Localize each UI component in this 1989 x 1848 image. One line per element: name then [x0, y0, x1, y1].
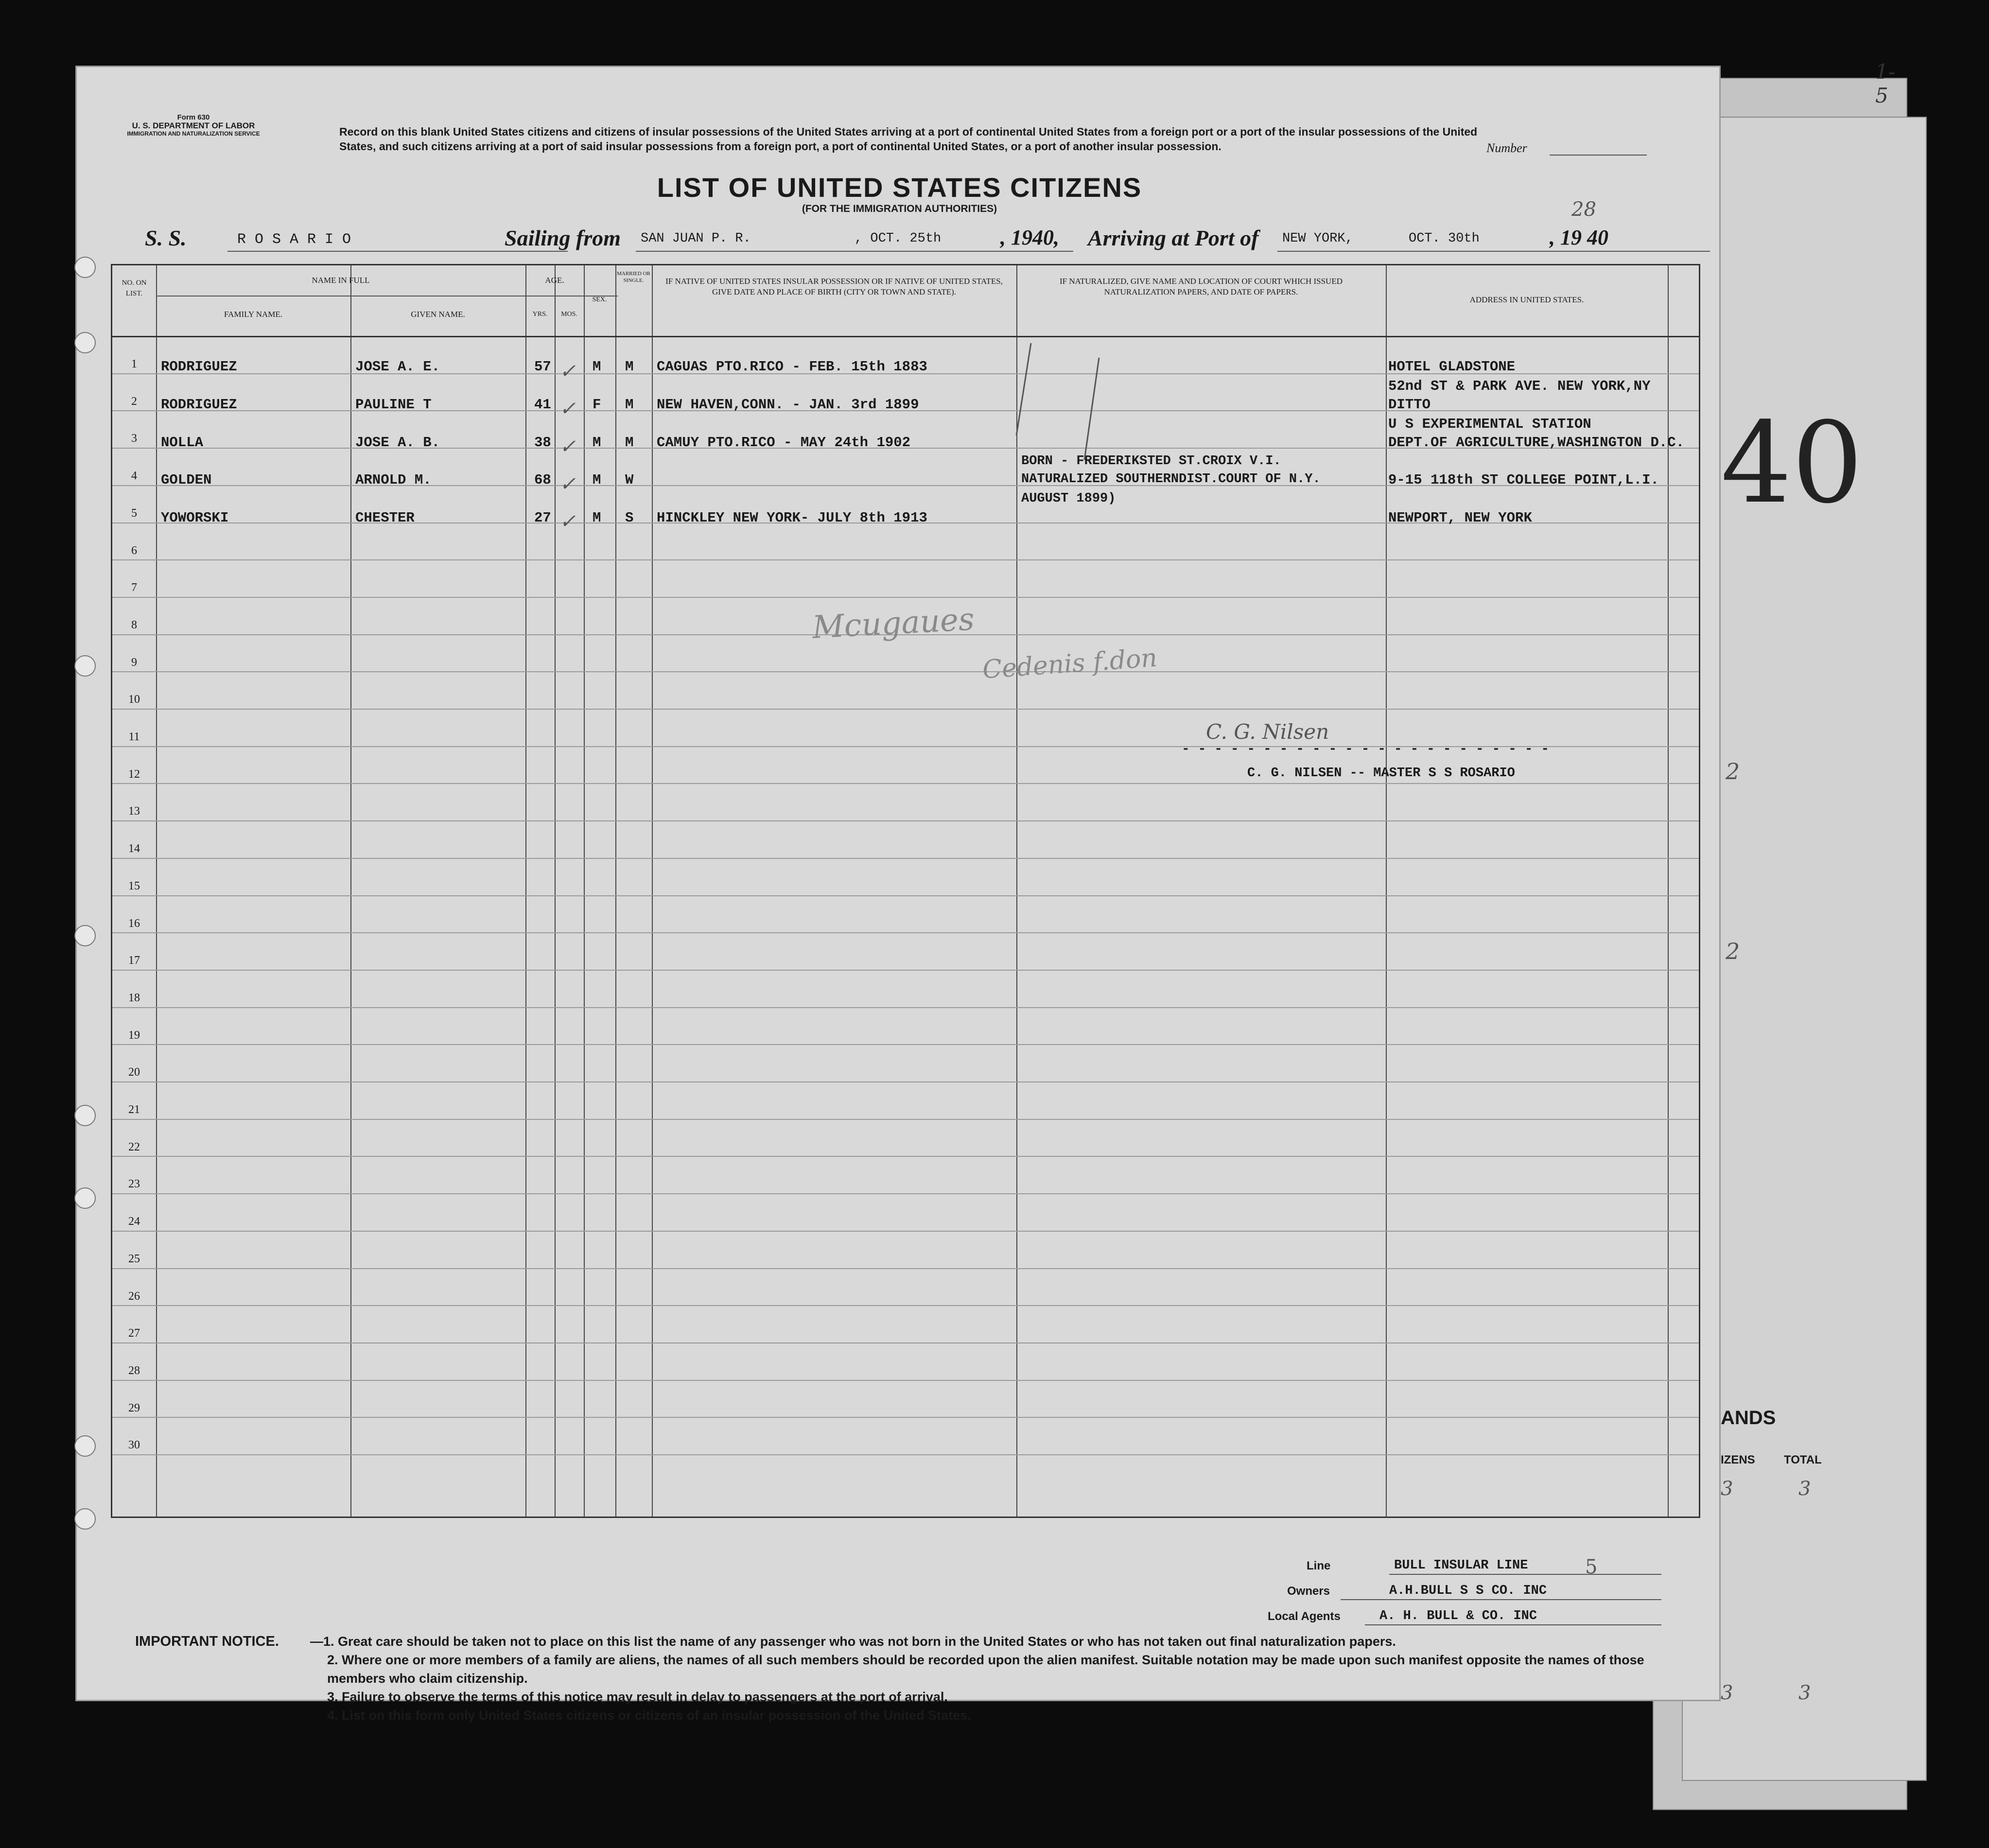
row-line	[112, 1305, 1699, 1306]
entry-family: RODRIGUEZ	[161, 397, 237, 413]
arrival-year: , 19 40	[1550, 226, 1608, 249]
row-line	[112, 1044, 1699, 1045]
owners-rule	[1341, 1599, 1661, 1600]
margin-lands-heading: ANDS	[1721, 1407, 1776, 1429]
entry-given: JOSE A. E.	[355, 359, 440, 375]
row-line	[112, 559, 1699, 560]
row-number: 14	[128, 842, 140, 855]
pencil-strokes	[1012, 338, 1109, 465]
entry-sex: M	[593, 435, 601, 451]
header-bottom-line	[112, 336, 1699, 337]
entry-yrs: 68	[534, 472, 551, 488]
row-number: 28	[128, 1364, 140, 1377]
row-line	[112, 1119, 1699, 1120]
row-number: 17	[128, 954, 140, 967]
form-subtitle: (FOR THE IMMIGRATION AUTHORITIES)	[802, 203, 997, 214]
col-line-5	[584, 265, 585, 1517]
sailing-year: , 1940,	[1000, 226, 1059, 249]
entry-yrs: 38	[534, 435, 551, 451]
row-number: 30	[128, 1439, 140, 1452]
entry-sex: M	[593, 359, 601, 375]
punch-hole	[74, 1187, 96, 1209]
check-mark-2: ✓	[559, 398, 576, 420]
row-number: 16	[128, 917, 140, 930]
entry-given: PAULINE T	[355, 397, 432, 413]
row-line	[112, 1417, 1699, 1418]
form-header-block	[121, 113, 266, 138]
faint-handwriting: Mcugaues	[811, 601, 976, 646]
row-line	[112, 895, 1699, 896]
page-mark: 1-5	[1875, 60, 1895, 107]
row-line	[112, 671, 1699, 672]
col-header-married: MARRIED OR SINGLE.	[617, 271, 650, 283]
margin-izens-label: IZENS	[1721, 1453, 1755, 1466]
row-number: 19	[128, 1029, 140, 1042]
row-number: 29	[128, 1401, 140, 1414]
row-number: 3	[131, 432, 137, 445]
ship-rule	[227, 251, 568, 252]
notice-2: 2. Where one or more members of a family are aliens, the names of all such members should be recorded upon the alien manifest. Suitable notation may be made upon such manifest opposite the names of those members who claim citizenship.	[327, 1653, 1644, 1686]
line-value: BULL INSULAR LINE	[1394, 1558, 1528, 1573]
entry-ms: W	[625, 472, 634, 488]
row-line	[112, 1454, 1699, 1455]
entry-addr: NEWPORT, NEW YORK	[1388, 510, 1532, 526]
row-number: 10	[128, 693, 140, 706]
row-line	[112, 1156, 1699, 1157]
notice-4: 4. List on this form only United States citizens or citizens of an insular possession of the United States.	[327, 1708, 971, 1723]
entry-sex: M	[593, 472, 601, 488]
row-number: 9	[131, 656, 137, 669]
master-typed-name: C. G. NILSEN -- MASTER S S ROSARIO	[1247, 766, 1515, 781]
row-number: 21	[128, 1103, 140, 1116]
entry-ms: M	[625, 359, 634, 375]
row-line	[112, 1268, 1699, 1269]
department-name: U. S. DEPARTMENT OF LABOR	[132, 121, 255, 130]
row-number: 24	[128, 1215, 140, 1228]
entry-family: YOWORSKI	[161, 510, 229, 526]
notice-1: —1. Great care should be taken not to place on this list the name of any passenger who was not born in the United States or who has not taken out final naturalization papers.	[310, 1634, 1396, 1649]
punch-hole	[74, 332, 96, 353]
row-line	[112, 597, 1699, 598]
col-header-given: GIVEN NAME.	[411, 310, 465, 319]
form-number: Form 630	[177, 113, 210, 122]
row-line	[112, 1342, 1699, 1343]
ship-name: R O S A R I O	[237, 231, 351, 248]
margin-total-label: TOTAL	[1784, 1453, 1822, 1466]
entry-addr: 9-15 118th ST COLLEGE POINT,L.I.	[1388, 472, 1659, 488]
entry-addr: 52nd ST & PARK AVE. NEW YORK,NY	[1388, 378, 1651, 394]
entry-addr: U S EXPERIMENTAL STATION	[1388, 416, 1591, 432]
row-number: 25	[128, 1252, 140, 1265]
entry-birth: NEW HAVEN,CONN. - JAN. 3rd 1899	[657, 397, 919, 413]
check-mark-5: ✓	[559, 510, 576, 533]
row-line	[112, 970, 1699, 971]
row-line	[112, 1007, 1699, 1008]
row-number: 6	[131, 544, 137, 557]
row-line	[112, 1081, 1699, 1082]
entry-ms: M	[625, 397, 634, 413]
entry-ms: M	[625, 435, 634, 451]
sailing-rule	[636, 251, 1073, 252]
row-line	[112, 932, 1699, 933]
col-header-naturalized: IF NATURALIZED, GIVE NAME AND LOCATION OF COURT WHICH ISSUED NATURALIZATION PAPERS, AND DATE OF PAPERS.	[1059, 277, 1343, 296]
punch-hole	[74, 1508, 96, 1530]
handwritten-number: 28	[1571, 198, 1596, 221]
row-line	[112, 1380, 1699, 1381]
row-number: 13	[128, 805, 140, 818]
col-line-4	[555, 265, 556, 1517]
signature-dash-rule: - - - - - - - - - - - - - - - - - - - - - - -	[1182, 742, 1550, 757]
entry-nat: NATURALIZED SOUTHERNDIST.COURT OF N.Y.	[1021, 472, 1321, 487]
notice-3: 3. Failure to observe the terms of this notice may result in delay to passengers at the port of arrival.	[327, 1690, 948, 1704]
col-header-sex: SEX.	[592, 296, 607, 303]
entry-addr: DITTO	[1388, 397, 1431, 413]
row-number: 7	[131, 581, 137, 594]
margin-count-2: 3	[1798, 1478, 1811, 1500]
sailing-label: Sailing from	[505, 226, 621, 250]
row-number: 2	[131, 395, 137, 408]
col-line-9	[1386, 265, 1387, 1517]
row-number: 12	[128, 767, 140, 781]
entry-sex: M	[593, 510, 601, 526]
punch-hole	[74, 655, 96, 677]
entry-ms: S	[625, 510, 634, 526]
col-header-native: IF NATIVE OF UNITED STATES INSULAR POSSESSION OR IF NATIVE OF UNITED STATES, GIVE DATE AND PLACE OF BIRTH (CITY OR TOWN AND STATE).	[665, 277, 1003, 296]
row-number: 26	[128, 1290, 140, 1303]
row-number: 11	[128, 731, 140, 743]
entry-given: CHESTER	[355, 510, 415, 526]
important-notice-label: IMPORTANT NOTICE.	[135, 1634, 279, 1649]
col-line-10	[1668, 265, 1669, 1517]
instructions-text: Record on this blank United States citizens and citizens of insular possessions of the United States arriving at a port of continental United States from a foreign port or a port of the insular possessions of the United States, and such citizens arriving at a port of said insular possessions from a foreign port, a port of continental United States, or a port of another insular possession.	[339, 125, 1478, 153]
row-number: 5	[131, 506, 137, 520]
col-line-2	[350, 265, 351, 1517]
col-line-6	[615, 265, 616, 1517]
row-number: 15	[128, 879, 140, 892]
row-line	[112, 1193, 1699, 1194]
owners-label: Owners	[1287, 1585, 1330, 1598]
col-header-mos: MOS.	[561, 311, 577, 318]
row-number: 23	[128, 1178, 140, 1191]
arriving-label: Arriving at Port of	[1088, 226, 1259, 250]
margin-mark-2b: 2	[1726, 938, 1740, 964]
entry-family: NOLLA	[161, 435, 204, 451]
entry-given: JOSE A. B.	[355, 435, 440, 451]
line-label: Line	[1307, 1559, 1331, 1572]
row-line	[112, 820, 1699, 821]
margin-count-3: 3	[1721, 1682, 1733, 1704]
row-line	[112, 858, 1699, 859]
col-header-yrs: YRS.	[532, 311, 548, 318]
check-mark-3: ✓	[559, 436, 576, 458]
margin-sheet-content	[1721, 0, 1939, 1848]
entry-nat: AUGUST 1899)	[1021, 491, 1116, 506]
entry-sex: F	[593, 397, 601, 413]
master-signature: C. G. Nilsen	[1206, 720, 1329, 744]
col-line-1	[156, 265, 157, 1517]
entry-yrs: 27	[534, 510, 551, 526]
entry-given: ARNOLD M.	[355, 472, 432, 488]
check-mark-4: ✓	[559, 473, 576, 495]
row-line	[112, 783, 1699, 784]
col-header-address: ADDRESS IN UNITED STATES.	[1469, 295, 1584, 304]
entry-yrs: 41	[534, 397, 551, 413]
service-name: IMMIGRATION AND NATURALIZATION SERVICE	[127, 130, 260, 137]
agents-value: A. H. BULL & CO. INC	[1379, 1609, 1537, 1623]
punch-hole	[74, 1435, 96, 1457]
entry-addr: DEPT.OF AGRICULTURE,WASHINGTON D.C.	[1388, 435, 1685, 451]
line-rule	[1389, 1574, 1661, 1575]
entry-addr: HOTEL GLADSTONE	[1388, 359, 1516, 375]
entry-family: RODRIGUEZ	[161, 359, 237, 375]
ss-label: S. S.	[145, 226, 187, 250]
col-header-age: AGE.	[545, 276, 564, 285]
col-line-3	[525, 265, 526, 1517]
row-number: 1	[131, 358, 137, 370]
owners-value: A.H.BULL S S CO. INC	[1389, 1584, 1547, 1598]
agents-rule	[1365, 1624, 1661, 1625]
agents-label: Local Agents	[1268, 1610, 1341, 1623]
col-header-name-in-full: NAME IN FULL	[312, 276, 370, 285]
faint-handwriting-2: Cedenis f.don	[981, 643, 1158, 685]
number-rule	[1550, 155, 1647, 156]
col-header-family: FAMILY NAME.	[224, 310, 283, 319]
punch-hole	[74, 925, 96, 946]
margin-count-1: 3	[1721, 1478, 1733, 1500]
entry-family: GOLDEN	[161, 472, 212, 488]
sailing-date: , OCT. 25th	[855, 231, 942, 246]
form-title: LIST OF UNITED STATES CITIZENS	[657, 172, 1142, 203]
entry-birth: CAGUAS PTO.RICO - FEB. 15th 1883	[657, 359, 927, 375]
row-number: 18	[128, 991, 140, 1004]
row-number: 22	[128, 1140, 140, 1153]
entry-yrs: 57	[534, 359, 551, 375]
sailing-port: SAN JUAN P. R.	[641, 231, 751, 246]
punch-hole	[74, 257, 96, 278]
arrival-port: NEW YORK,	[1282, 231, 1353, 246]
punch-hole	[74, 1105, 96, 1126]
check-mark-1: ✓	[559, 360, 576, 383]
margin-mark-2a: 2	[1726, 758, 1740, 785]
row-number: 4	[131, 470, 137, 483]
entry-birth: CAMUY PTO.RICO - MAY 24th 1902	[657, 435, 911, 451]
row-number: 20	[128, 1066, 140, 1079]
margin-count-4: 3	[1798, 1682, 1811, 1704]
entry-nat: BORN - FREDERIKSTED ST.CROIX V.I.	[1021, 454, 1281, 469]
arrival-date: OCT. 30th	[1409, 231, 1480, 246]
passenger-count: 5	[1585, 1556, 1598, 1578]
row-number: 8	[131, 618, 137, 631]
row-number: 27	[128, 1327, 140, 1340]
margin-big-mark: 40	[1721, 399, 1863, 528]
row-line	[112, 1231, 1699, 1232]
col-line-7	[652, 265, 653, 1517]
row-line	[112, 709, 1699, 710]
entry-birth: HINCKLEY NEW YORK- JULY 8th 1913	[657, 510, 927, 526]
number-label: Number	[1486, 141, 1527, 155]
arrival-rule	[1277, 251, 1710, 252]
col-header-no: NO. ON LIST.	[122, 279, 147, 297]
